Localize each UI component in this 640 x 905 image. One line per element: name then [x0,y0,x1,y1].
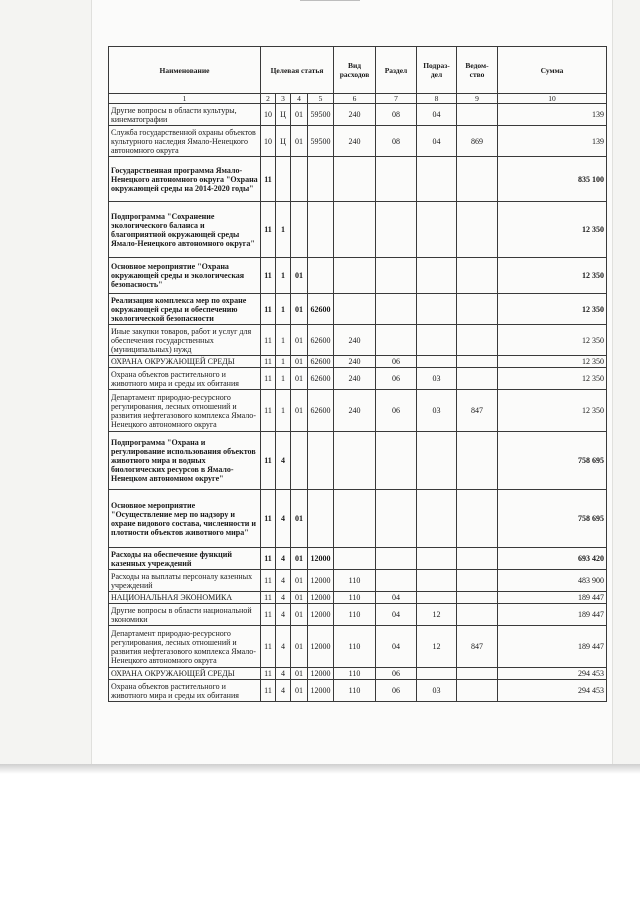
cell-expense-type [334,548,376,570]
cell-activity: 01 [291,668,308,680]
cell-subsection [417,668,457,680]
cell-subprogram: 1 [276,390,291,432]
cell-expense-type [334,157,376,202]
cell-subsection [417,157,457,202]
cell-amount: 483 900 [498,570,607,592]
cell-department [457,490,498,548]
col-num: 6 [334,94,376,104]
cell-expense-type: 240 [334,325,376,356]
cell-subsection: 12 [417,604,457,626]
cell-name: Основное мероприятие "Осуществление мер по надзору и охране видового состава, численности и плотности объектов животного мира" [109,490,261,548]
cell-department [457,548,498,570]
header-name: Наименование [109,47,261,94]
cell-program: 11 [261,548,276,570]
cell-activity: 01 [291,592,308,604]
cell-name: Департамент природно-ресурсного регулирования, лесных отношений и развития нефтегазового комплекса Ямало-Ненецкого автономного округа [109,390,261,432]
cell-direction [308,157,334,202]
cell-expense-type [334,294,376,325]
cell-direction: 62600 [308,390,334,432]
cell-program: 11 [261,490,276,548]
page-top-mark [300,0,360,1]
cell-name: Расходы на обеспечение функций казенных учреждений [109,548,261,570]
cell-direction: 12000 [308,626,334,668]
cell-direction [308,432,334,490]
cell-subsection [417,356,457,368]
cell-subsection [417,202,457,258]
cell-amount: 294 453 [498,680,607,702]
cell-subprogram: 4 [276,548,291,570]
cell-expense-type [334,490,376,548]
cell-name: Охрана объектов растительного и животного мира и среды их обитания [109,368,261,390]
cell-department [457,157,498,202]
cell-direction: 12000 [308,680,334,702]
cell-subsection [417,258,457,294]
cell-activity: 01 [291,604,308,626]
col-num: 2 [261,94,276,104]
cell-section [376,432,417,490]
cell-subsection [417,592,457,604]
cell-program: 11 [261,325,276,356]
cell-department [457,294,498,325]
cell-department [457,668,498,680]
cell-amount: 189 447 [498,626,607,668]
cell-name: Охрана объектов растительного и животного мира и среды их обитания [109,680,261,702]
cell-program: 11 [261,592,276,604]
cell-activity: 01 [291,104,308,126]
cell-program: 11 [261,604,276,626]
col-num: 9 [457,94,498,104]
cell-expense-type: 110 [334,680,376,702]
table-row [109,157,607,202]
cell-department [457,356,498,368]
table-row [109,626,607,668]
cell-program: 11 [261,432,276,490]
table-row [109,570,607,592]
cell-activity: 01 [291,570,308,592]
cell-section: 04 [376,592,417,604]
cell-name: НАЦИОНАЛЬНАЯ ЭКОНОМИКА [109,592,261,604]
table-row [109,604,607,626]
header-section: Раздел [376,47,417,94]
cell-expense-type: 240 [334,356,376,368]
cell-section [376,490,417,548]
cell-expense-type [334,202,376,258]
col-num: 1 [109,94,261,104]
cell-expense-type: 110 [334,604,376,626]
cell-section [376,202,417,258]
cell-department [457,432,498,490]
header-target-article: Целевая статья [261,47,334,94]
cell-direction: 12000 [308,592,334,604]
cell-subsection [417,570,457,592]
cell-department [457,570,498,592]
header-amount: Сумма [498,47,607,94]
cell-activity: 01 [291,126,308,157]
cell-expense-type: 240 [334,368,376,390]
cell-direction: 62600 [308,294,334,325]
table-row [109,202,607,258]
cell-subsection [417,294,457,325]
cell-direction [308,490,334,548]
scan-edge-shadow [0,764,640,774]
cell-name: Служба государственной охраны объектов культурного наследия Ямало-Ненецкого автономного округа [109,126,261,157]
col-num: 8 [417,94,457,104]
cell-department [457,592,498,604]
cell-expense-type: 110 [334,570,376,592]
cell-amount: 693 420 [498,548,607,570]
cell-activity: 01 [291,368,308,390]
cell-name: Подпрограмма "Охрана и регулирование использования объектов животного мира и водных биологических ресурсов в Ямало-Ненецком автономном округе" [109,432,261,490]
cell-subsection: 12 [417,626,457,668]
col-num: 4 [291,94,308,104]
cell-department [457,104,498,126]
cell-amount: 139 [498,126,607,157]
cell-amount: 12 350 [498,368,607,390]
table-row [109,592,607,604]
cell-subprogram [276,157,291,202]
cell-subprogram: Ц [276,126,291,157]
cell-section [376,548,417,570]
table-row [109,490,607,548]
cell-activity: 01 [291,325,308,356]
cell-activity [291,157,308,202]
cell-subprogram: 1 [276,258,291,294]
col-num: 7 [376,94,417,104]
table-row [109,368,607,390]
cell-program: 10 [261,126,276,157]
cell-amount: 12 350 [498,356,607,368]
cell-subsection: 03 [417,680,457,702]
cell-program: 11 [261,680,276,702]
cell-section [376,157,417,202]
cell-subprogram: 4 [276,668,291,680]
cell-subprogram: 1 [276,325,291,356]
cell-activity: 01 [291,626,308,668]
cell-name: Государственная программа Ямало-Ненецкого автономного округа "Охрана окружающей среды на 2014-2020 годы" [109,157,261,202]
table-row [109,390,607,432]
col-num: 10 [498,94,607,104]
cell-subsection: 04 [417,126,457,157]
col-num: 5 [308,94,334,104]
cell-direction: 62600 [308,368,334,390]
table-row [109,432,607,490]
cell-section: 06 [376,368,417,390]
cell-subprogram: 4 [276,432,291,490]
cell-direction: 59500 [308,126,334,157]
cell-name: ОХРАНА ОКРУЖАЮЩЕЙ СРЕДЫ [109,668,261,680]
table-row [109,294,607,325]
cell-subprogram: 1 [276,294,291,325]
cell-section: 06 [376,390,417,432]
cell-expense-type: 110 [334,668,376,680]
table-row [109,548,607,570]
cell-name: Расходы на выплаты персоналу казенных учреждений [109,570,261,592]
cell-expense-type: 240 [334,390,376,432]
cell-direction [308,258,334,294]
cell-program: 10 [261,104,276,126]
cell-subprogram: 4 [276,490,291,548]
cell-subprogram: Ц [276,104,291,126]
cell-activity: 01 [291,390,308,432]
cell-section: 06 [376,680,417,702]
cell-direction: 12000 [308,570,334,592]
cell-subprogram: 1 [276,202,291,258]
cell-section: 08 [376,104,417,126]
cell-amount: 139 [498,104,607,126]
cell-section: 04 [376,604,417,626]
cell-subsection [417,548,457,570]
cell-activity: 01 [291,548,308,570]
column-number-row [109,94,607,104]
cell-expense-type: 110 [334,626,376,668]
cell-department [457,202,498,258]
cell-amount: 189 447 [498,592,607,604]
cell-subprogram: 1 [276,356,291,368]
table-row [109,356,607,368]
cell-amount: 12 350 [498,390,607,432]
cell-name: Основное мероприятие "Охрана окружающей среды и экологическая безопасность" [109,258,261,294]
cell-program: 11 [261,570,276,592]
cell-program: 11 [261,258,276,294]
cell-name: Подпрограмма "Сохранение экологического баланса и благоприятной окружающей среды Ямало-Ненецкого автономного округа" [109,202,261,258]
cell-amount: 189 447 [498,604,607,626]
cell-department [457,368,498,390]
cell-department: 847 [457,626,498,668]
cell-direction [308,202,334,258]
cell-department [457,325,498,356]
cell-amount: 12 350 [498,325,607,356]
cell-program: 11 [261,157,276,202]
cell-activity: 01 [291,490,308,548]
cell-section [376,570,417,592]
cell-section: 04 [376,626,417,668]
cell-subprogram: 1 [276,368,291,390]
cell-subsection: 03 [417,390,457,432]
cell-direction: 12000 [308,668,334,680]
table-row [109,325,607,356]
cell-program: 11 [261,390,276,432]
cell-subsection: 03 [417,368,457,390]
cell-department [457,604,498,626]
cell-direction: 12000 [308,548,334,570]
cell-amount: 758 695 [498,490,607,548]
table-row [109,126,607,157]
cell-expense-type: 110 [334,592,376,604]
cell-expense-type [334,258,376,294]
cell-amount: 294 453 [498,668,607,680]
table-row [109,258,607,294]
cell-program: 11 [261,202,276,258]
cell-department [457,680,498,702]
cell-subprogram: 4 [276,592,291,604]
cell-section: 06 [376,356,417,368]
cell-expense-type: 240 [334,104,376,126]
cell-amount: 835 100 [498,157,607,202]
cell-department [457,258,498,294]
cell-activity [291,432,308,490]
cell-subsection: 04 [417,104,457,126]
cell-name: Реализация комплекса мер по охране окружающей среды и обеспечению экологической безопасности [109,294,261,325]
cell-direction: 12000 [308,604,334,626]
cell-direction: 62600 [308,356,334,368]
cell-name: Другие вопросы в области национальной экономики [109,604,261,626]
cell-section: 06 [376,668,417,680]
cell-activity: 01 [291,258,308,294]
table-row [109,680,607,702]
cell-department: 869 [457,126,498,157]
cell-program: 11 [261,356,276,368]
header-subsection: Подраз-дел [417,47,457,94]
table-row [109,104,607,126]
cell-subprogram: 4 [276,680,291,702]
table-row [109,668,607,680]
cell-amount: 12 350 [498,294,607,325]
cell-subprogram: 4 [276,604,291,626]
header-department: Ведом-ство [457,47,498,94]
cell-department: 847 [457,390,498,432]
cell-section [376,258,417,294]
cell-subprogram: 4 [276,626,291,668]
cell-name: Иные закупки товаров, работ и услуг для обеспечения государственных (муниципальных) нужд [109,325,261,356]
cell-amount: 12 350 [498,202,607,258]
cell-section [376,294,417,325]
cell-section: 08 [376,126,417,157]
cell-program: 11 [261,294,276,325]
cell-amount: 12 350 [498,258,607,294]
cell-name: Департамент природно-ресурсного регулирования, лесных отношений и развития нефтегазового комплекса Ямало-Ненецкого автономного округа [109,626,261,668]
cell-section [376,325,417,356]
cell-activity: 01 [291,294,308,325]
cell-activity: 01 [291,356,308,368]
cell-subsection [417,325,457,356]
cell-subsection [417,432,457,490]
cell-direction: 62600 [308,325,334,356]
cell-name: ОХРАНА ОКРУЖАЮЩЕЙ СРЕДЫ [109,356,261,368]
cell-activity: 01 [291,680,308,702]
cell-expense-type: 240 [334,126,376,157]
cell-program: 11 [261,626,276,668]
budget-table [108,46,607,702]
cell-amount: 758 695 [498,432,607,490]
cell-subsection [417,490,457,548]
cell-direction: 59500 [308,104,334,126]
cell-name: Другие вопросы в области культуры, кинематографии [109,104,261,126]
cell-program: 11 [261,668,276,680]
col-num: 3 [276,94,291,104]
header-row [109,47,607,94]
cell-program: 11 [261,368,276,390]
header-expense-type: Вид расходов [334,47,376,94]
cell-expense-type [334,432,376,490]
cell-subprogram: 4 [276,570,291,592]
cell-activity [291,202,308,258]
